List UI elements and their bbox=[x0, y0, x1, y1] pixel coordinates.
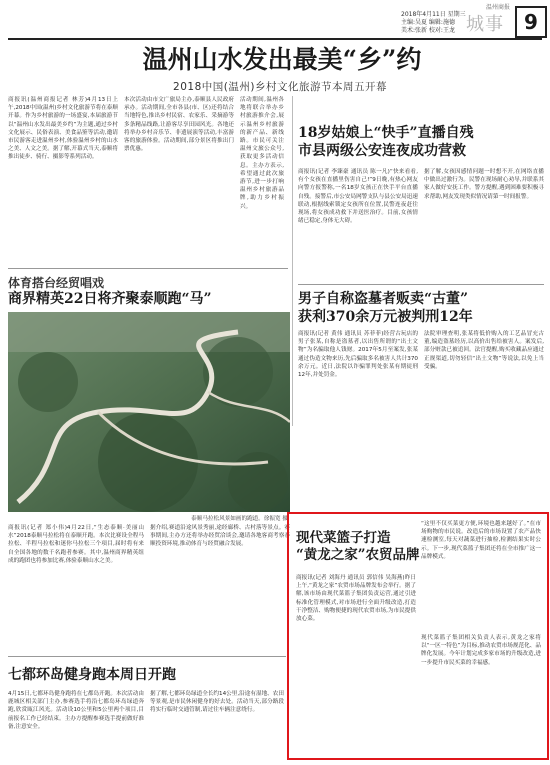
aerial-road-photo bbox=[8, 312, 290, 512]
fraud-body-2: 法院审理查明,张某将低价购入的工艺品冒充古董,编造盗墓经历,以高价出售给被害人。案发后,部分赃款已被追回。法官提醒,购买收藏品应通过正规渠道,切勿轻信“出土文物”等说法,以免上当受骗。 bbox=[424, 331, 544, 370]
page-number: 9 bbox=[515, 6, 547, 38]
divider bbox=[8, 656, 286, 657]
headline-line-1: 18岁姑娘上“快手”直播自残 bbox=[298, 125, 474, 141]
island-body-2: 据了解,七都环岛绿道全长约14公里,沿途有湿地、农田等景观,是市民休闲健身的好去处。活动当天,部分路段将实行临时交通管制,请过往车辆注意绕行。 bbox=[150, 691, 284, 714]
tour-body-2: 据介绍,赛道沿途风景秀丽,途经廊桥、古村落等景点。赛事期间,主办方还将举办经贸洽谈会,邀请各地客商考察泰顺投资环境,推动体育与经贸融合发展。 bbox=[150, 525, 290, 548]
column-divider bbox=[292, 96, 293, 426]
headline-line-2: 获利370余万元被判刑12年 bbox=[298, 309, 473, 325]
island-headline: 七都环岛健身跑本周日开跑 bbox=[8, 667, 176, 683]
marathon-photo bbox=[8, 312, 290, 512]
headline-line-1: 男子自称盗墓者贩卖“古董” bbox=[298, 291, 469, 307]
tour-body-1: 商报讯(记者 郑小伟)4月22日,“生态泰顺·美丽山水”2018泰顺马拉松将在泰顺开跑。本次比赛设全程马拉松、半程马拉松和迷你马拉松三个项目,届时将有来自全国各地的数千名跑者参赛。其中,温州商界精英组成的跑团也将参加比赛,体验泰顺山水之美。 bbox=[8, 525, 144, 564]
market-body-3: 现代菜篮子集团相关负责人表示,黄龙之家将以“一区一特色”为目标,推动农贸市场规范化、品牌化发展。今年计划完成多家市场的升级改造,进一步提升市民买菜的幸福感。 bbox=[421, 635, 541, 666]
lead-column-1: 商报讯(温州商报记者 林芳)4月13日上午,2018中国(温州)乡村文化旅游节将在泰顺开幕。作为乡村旅游的一场盛宴,本届旅游节以“温州山水发出最美乡约”为主题,通过乡村文化展示、民俗表演、美食品鉴等活动,邀请市民游客走进温州乡村,体验温州乡村的山水之美、人文之美。据了解,开幕式当天,泰顺将推出徒步、骑行、摄影等系列活动。 bbox=[8, 97, 118, 161]
masthead-label: 温州商报 bbox=[486, 4, 511, 11]
proof-credit: 美术:张新 校对:王龙 bbox=[401, 27, 455, 34]
lead-headline: 温州山水发出最美“乡”约 bbox=[142, 45, 422, 74]
headline-line-2: 市县两级公安连夜成功营救 bbox=[298, 143, 466, 159]
lead-column-2: 本次活动由市文广旅局主办,泰顺县人民政府承办。活动期间,全市各县(市、区)还将结合当地特色,推出乡村民宿、农家乐、采摘游等多条精品线路,让游客尽享田园风光。各地还将举办乡村音乐节、非遗展演等活动,丰富游客的旅游体验。活动期间,部分景区将推出门票优惠。 bbox=[124, 97, 234, 153]
market-body-2: “这里不仅买菜更方便,环境也越来越好了。”在市场购物的市民说。改造后的市场设置了农产品快速检测室,每天对蔬菜进行抽检,检测结果实时公示。下一步,现代菜篮子集团还将在全市推广这一品牌模式。 bbox=[421, 521, 541, 560]
girl-story-headline bbox=[298, 124, 543, 160]
tour-kicker: 体育搭台经贸唱戏 bbox=[8, 276, 105, 290]
divider bbox=[8, 268, 288, 269]
market-body-1: 商报讯(记者 刘海丹 通讯员 郭信伟 吴海燕)昨日上午,“黄龙之家”农贸市场品牌发布会举行。据了解,该市场由现代菜篮子集团负责运营,通过引进标准化管理模式,对市场进行全面升级改造,打造干净整洁、购物便捷的现代农贸市场,为市民提供放心菜。 bbox=[296, 575, 416, 623]
divider bbox=[298, 284, 544, 285]
girl-story-body-1: 商报讯(记者 李臻豪 通讯员 陈一凡)“快来看看,有个女孩在直播里伤害自己!”9日晚,有热心网友向警方报警称,一名18岁女孩正在快手平台直播自残。接警后,市公安局网警支队与县公安局迅速联动,根据线索锁定女孩所在位置,民警连夜赶往现场,将女孩成功救下并送医治疗。目前,女孩情绪已稳定,身体无大碍。 bbox=[298, 169, 418, 225]
lead-subheadline: 2018中国(温州)乡村文化旅游节本周五开幕 bbox=[173, 81, 387, 93]
girl-story-body-2: 据了解,女孩因感情问题一时想不开,在网络直播中做出过激行为。民警在现场耐心劝导,并联系其家人做好安抚工作。警方提醒,遇到困难要积极寻求帮助,网友发现类似情况请第一时间报警。 bbox=[424, 169, 544, 200]
fraud-body-1: 商报讯(记者 黄伟 通讯员 苏菲菲)经营古玩店的男子张某,自称是盗墓者,以出售所谓的“出土文物”为名骗取他人钱财。2017年5月至案发,张某通过伪造文物来历,先后骗取多名被害人共计370余万元。近日,法院以诈骗罪判处张某有期徒刑12年,并处罚金。 bbox=[298, 331, 418, 379]
tour-headline: 商界精英22日将齐聚泰顺跑“马” bbox=[8, 291, 212, 307]
headline-line-1: 现代菜篮子打造 bbox=[296, 530, 391, 546]
section-title: 城事 bbox=[466, 14, 504, 35]
lead-column-3: 活动期间,温州各地将联合举办乡村旅游推介会,展示温州乡村旅游的新产品、新线路。市民可关注温州文旅公众号,获取更多活动信息。主办方表示,希望通过此次旅游节,进一步打响温州乡村旅游品牌,助力乡村振兴。 bbox=[240, 97, 284, 210]
photo-caption: 泰顺马拉松风景如画的跑道。徐振宽 摄 bbox=[191, 516, 288, 522]
headline-line-2: “黄龙之家”农贸品牌 bbox=[296, 547, 420, 563]
island-body-1: 4月15日,七都环岛健身跑将在七都岛开跑。本次活动由鹿城区相关部门主办,参赛选手将沿七都岛环岛绿道奔跑,欣赏瓯江风光。活动设10公里和5公里两个项目,目前报名工作已经结束。主办方提醒参赛选手提前做好准备,注意安全。 bbox=[8, 691, 144, 730]
issue-date: 2018年4月11日 星期三 bbox=[401, 11, 466, 18]
editor-credit: 主编:吴夏 编辑:施德 bbox=[401, 19, 455, 26]
fraud-headline bbox=[298, 290, 544, 326]
header-rule bbox=[8, 38, 542, 40]
